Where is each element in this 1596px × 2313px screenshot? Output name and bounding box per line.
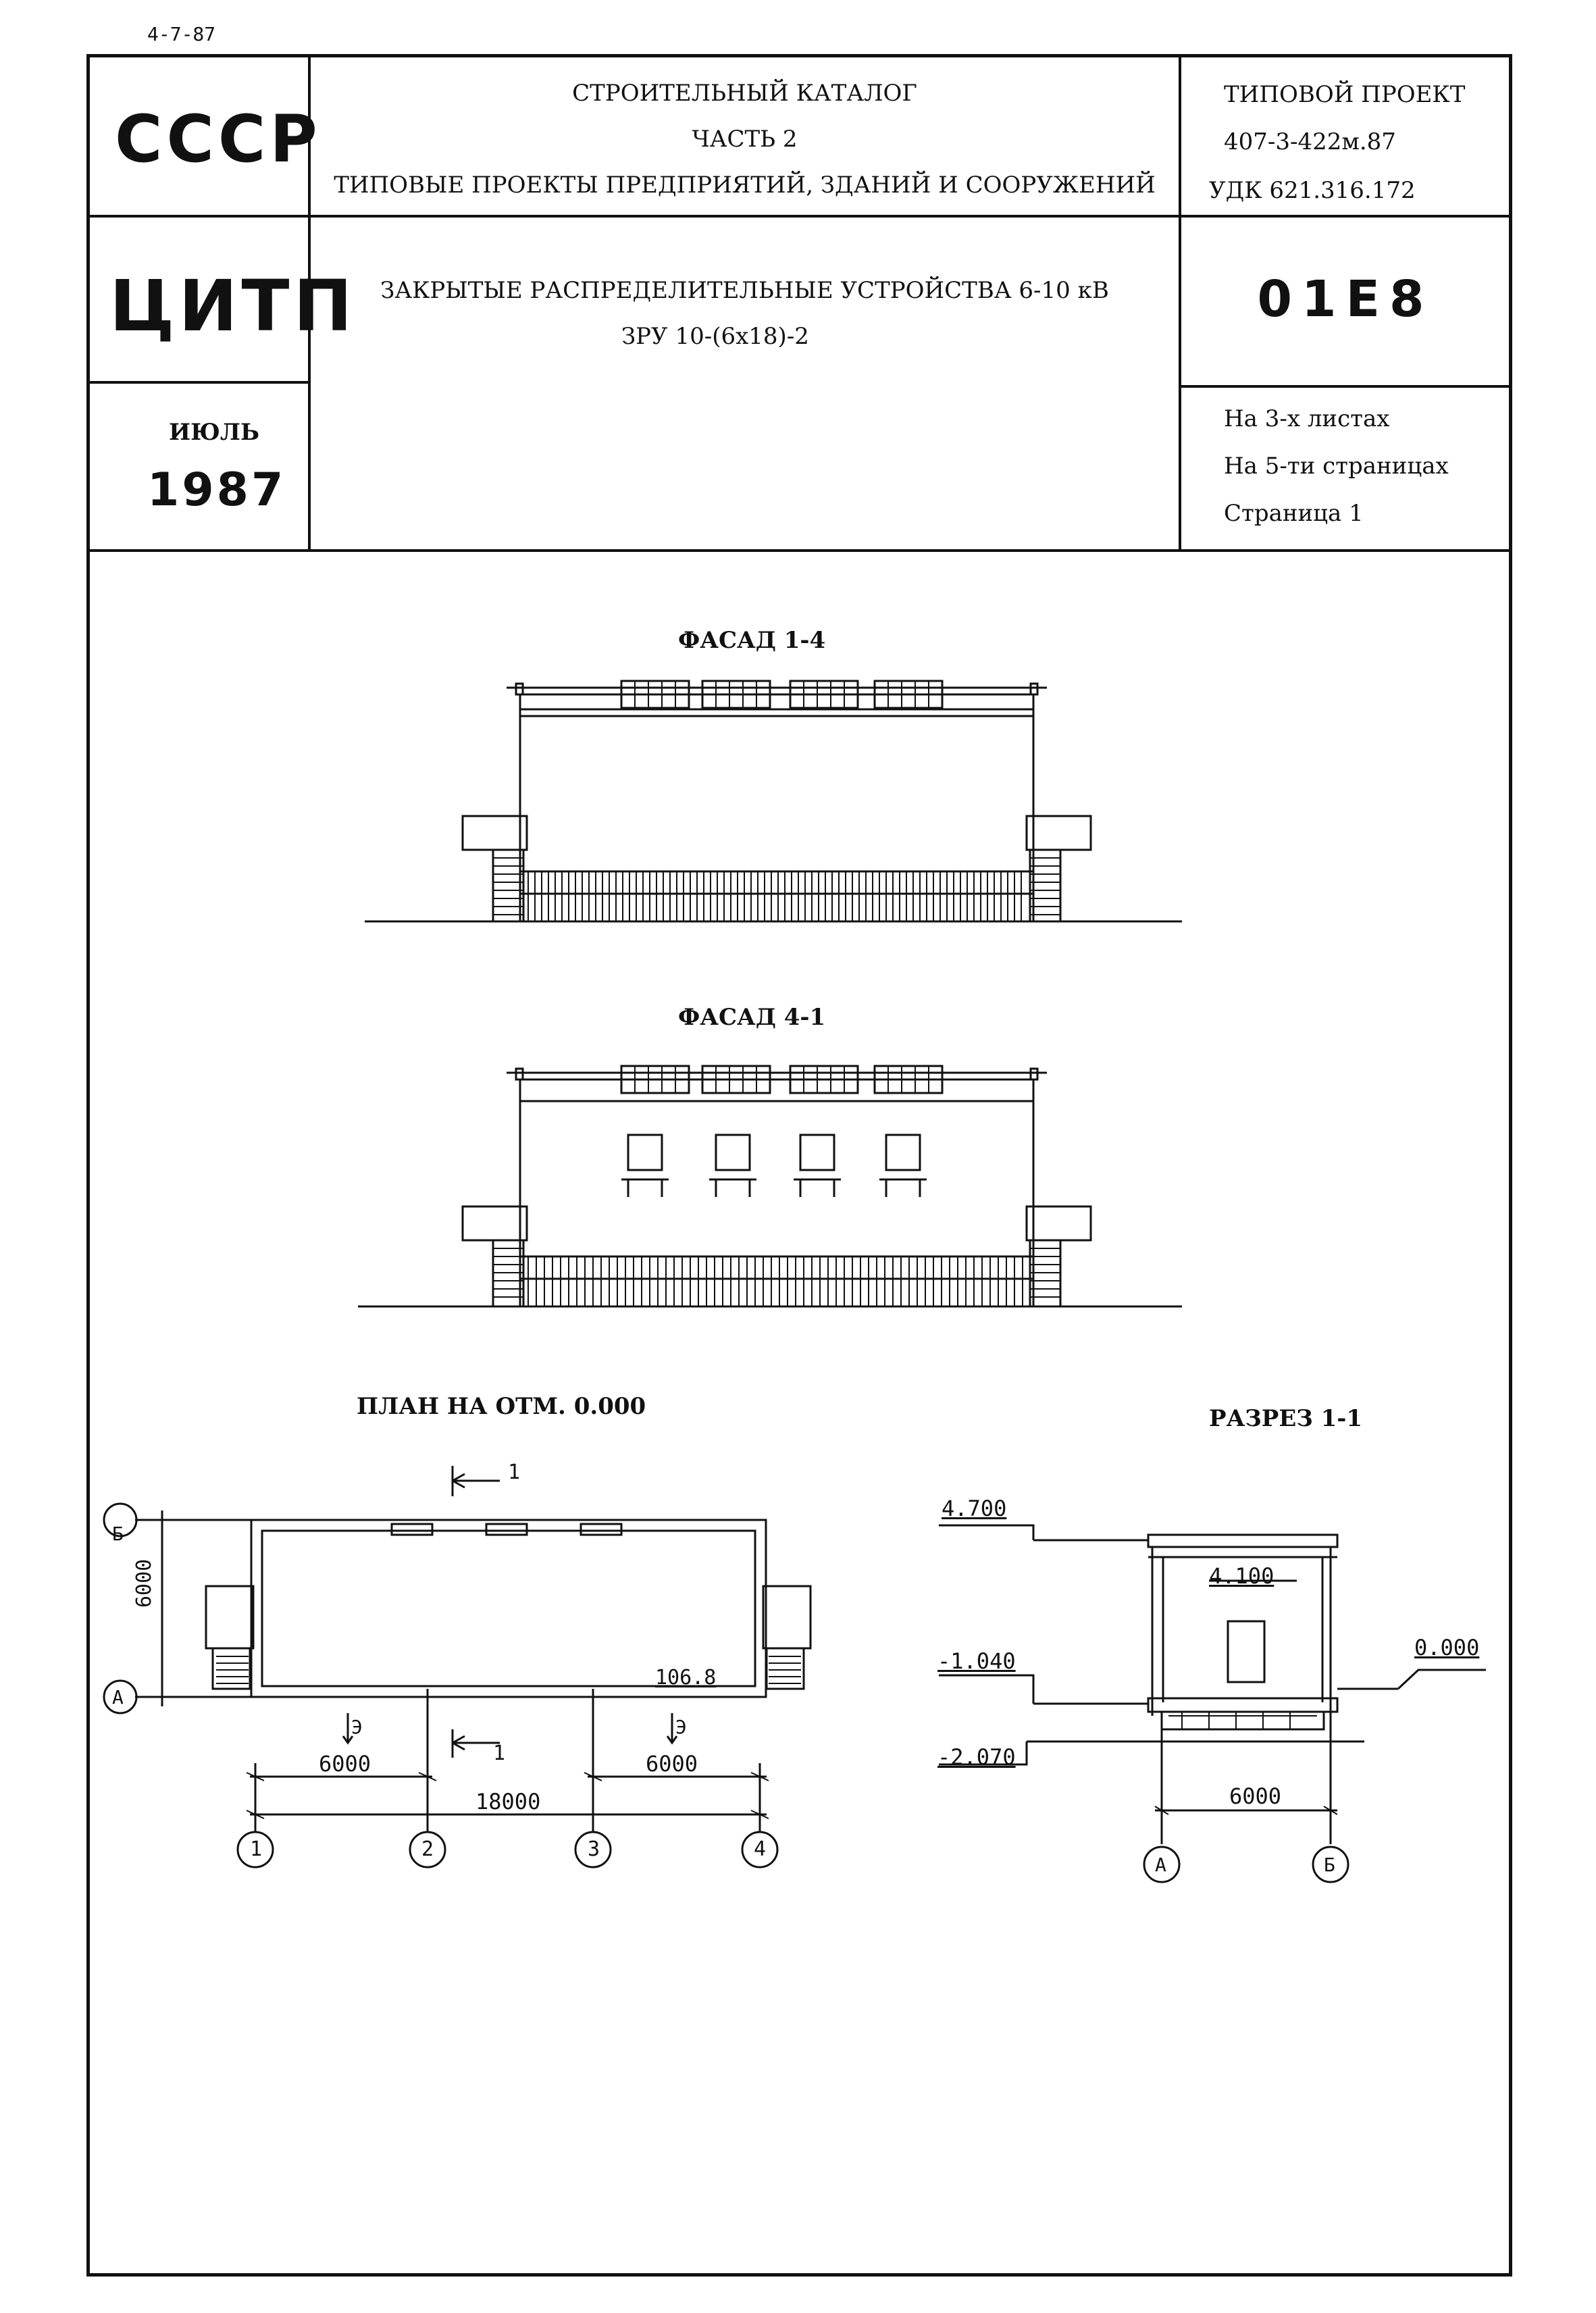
section-level-inner: 4.100 xyxy=(1209,1563,1275,1589)
section-level-floor: 0.000 xyxy=(1414,1635,1480,1660)
facade-2-title: ФАСАД 4-1 xyxy=(678,1004,826,1031)
document-code: 4-7-87 xyxy=(147,23,216,45)
plan-total-dimension: 18000 xyxy=(475,1789,541,1814)
catalog-line-1: СТРОИТЕЛЬНЫЙ КАТАЛОГ xyxy=(572,80,917,107)
section-axis-b-label: Б xyxy=(1324,1854,1335,1876)
org-mark: ЦИТП xyxy=(109,265,357,347)
title-divider-1 xyxy=(86,215,1512,218)
sheets-divider xyxy=(1179,385,1512,388)
section-level-low-2: -2.070 xyxy=(937,1744,1016,1770)
plan-arrow-mark-right: Э xyxy=(675,1716,687,1738)
plan-axis-a-label: А xyxy=(112,1686,124,1708)
section-width-dimension: 6000 xyxy=(1229,1783,1282,1809)
section-level-top: 4.700 xyxy=(942,1496,1007,1521)
section-drawing xyxy=(925,1486,1493,1905)
plan-axis-b-label: Б xyxy=(112,1523,124,1545)
pages-count: На 5-ти страницах xyxy=(1224,453,1449,480)
issue-month: ИЮЛЬ xyxy=(169,419,260,446)
plan-cut-mark-bottom: 1 xyxy=(493,1742,506,1765)
plan-axis-1-label: 1 xyxy=(250,1837,263,1861)
section-title: РАЗРЕЗ 1-1 xyxy=(1209,1405,1363,1432)
stamp-divider xyxy=(86,381,309,384)
sheet-code: 01Е8 xyxy=(1257,270,1434,328)
country-mark: СССР xyxy=(115,101,321,177)
catalog-line-3: ТИПОВЫЕ ПРОЕКТЫ ПРЕДПРИЯТИЙ, ЗДАНИЙ И СООРУЖЕНИЙ xyxy=(334,172,1156,199)
section-axis-a-label: А xyxy=(1155,1854,1166,1876)
sheets-count: На 3-х листах xyxy=(1224,405,1390,432)
plan-axis-2-label: 2 xyxy=(421,1837,434,1861)
plan-cut-mark-top: 1 xyxy=(508,1460,521,1484)
facade-4-1-drawing xyxy=(351,1047,1195,1317)
subject-title: ЗАКРЫТЫЕ РАСПРЕДЕЛИТЕЛЬНЫЕ УСТРОЙСТВА 6-10 кВ xyxy=(380,277,1109,304)
project-number: 407-3-422м.87 xyxy=(1224,128,1396,155)
plan-height-dimension: 6000 xyxy=(132,1558,156,1608)
plan-arrow-mark-left: Э xyxy=(351,1716,363,1738)
plan-bay-1-dimension: 6000 xyxy=(319,1751,371,1777)
plan-axis-3-label: 3 xyxy=(588,1837,600,1861)
udk-code: УДК 621.316.172 xyxy=(1209,177,1416,204)
plan-axis-4-label: 4 xyxy=(754,1837,767,1861)
catalog-line-2: ЧАСТЬ 2 xyxy=(692,126,798,153)
plan-room-mark: 106.8 xyxy=(655,1666,717,1689)
issue-year: 1987 xyxy=(147,463,286,517)
subject-code: ЗРУ 10-(6х18)-2 xyxy=(621,323,809,350)
page-number: Страница 1 xyxy=(1224,500,1364,527)
title-divider-bottom xyxy=(86,549,1512,552)
plan-bay-2-dimension: 6000 xyxy=(646,1751,698,1777)
facade-1-4-drawing xyxy=(351,669,1195,932)
facade-1-title: ФАСАД 1-4 xyxy=(678,627,826,654)
project-label: ТИПОВОЙ ПРОЕКТ xyxy=(1224,81,1466,108)
plan-title: ПЛАН НА ОТМ. 0.000 xyxy=(357,1393,646,1420)
section-level-low-1: -1.040 xyxy=(937,1648,1016,1674)
plan-drawing xyxy=(95,1446,858,1905)
